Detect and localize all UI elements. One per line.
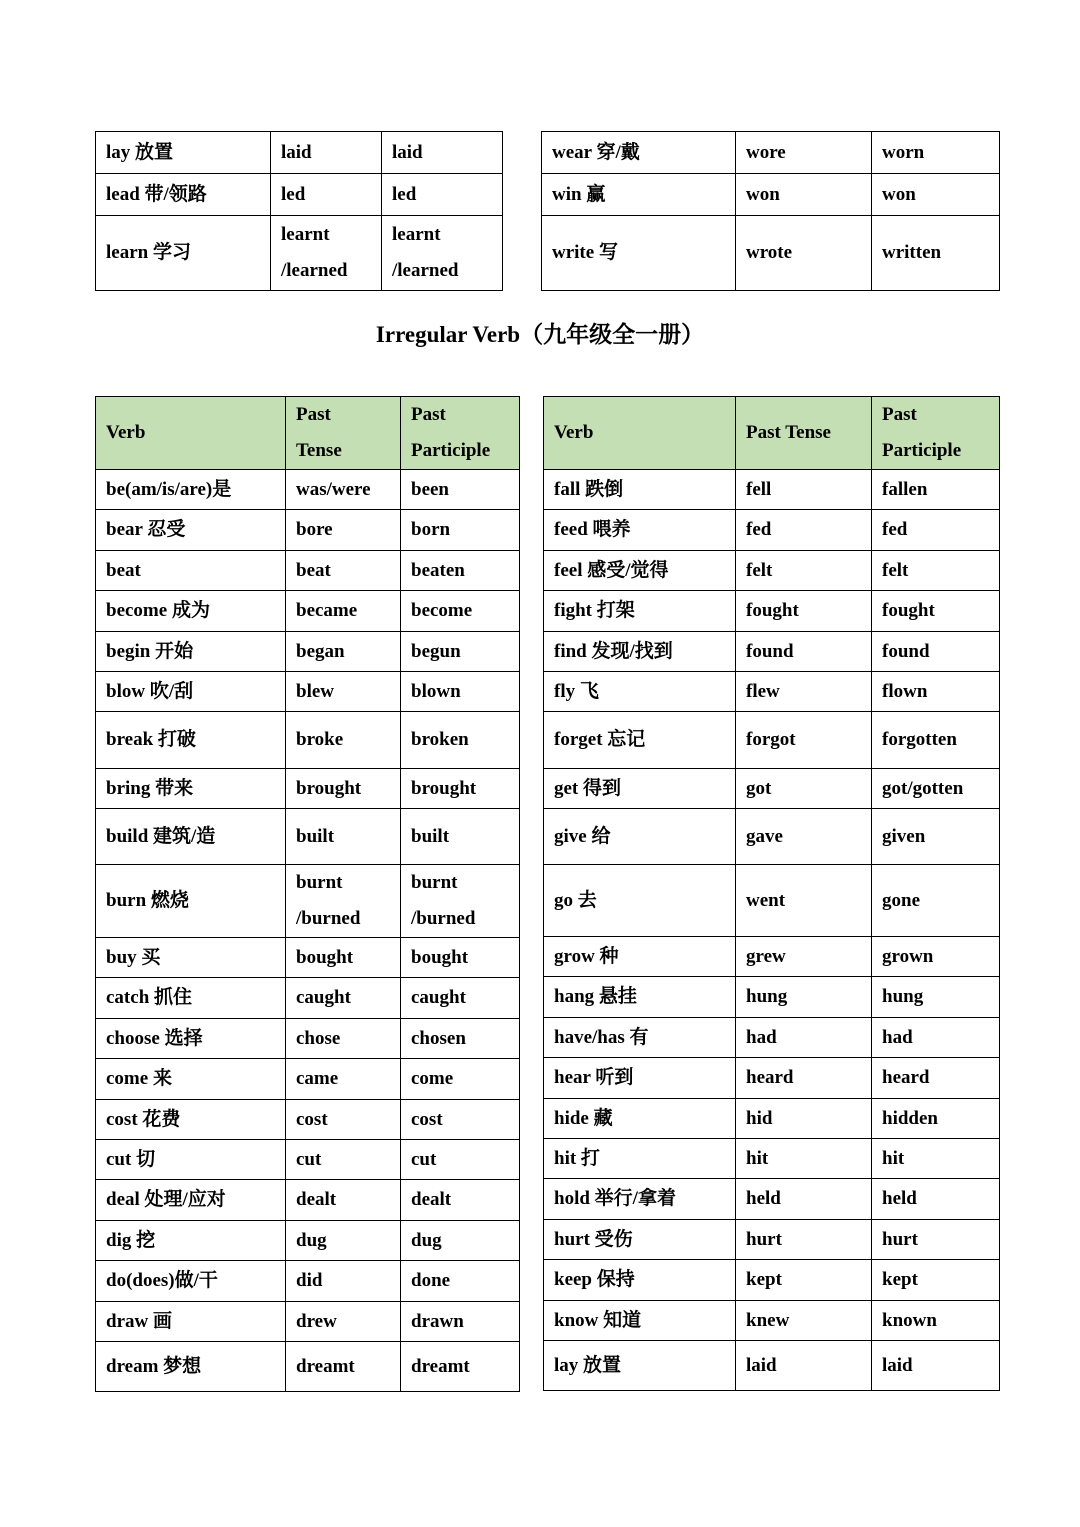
past-tense-cell: was/were [286, 470, 401, 510]
table-row [96, 1019, 520, 1059]
table-row [96, 769, 520, 809]
verb-cell: hang 悬挂 [544, 977, 736, 1018]
verb-cell: hold 举行/拿着 [544, 1179, 736, 1220]
past-tense-cell: hurt [736, 1220, 872, 1260]
past-participle-cell: forgotten [872, 712, 1000, 769]
past-tense-cell: went [736, 865, 872, 937]
past-tense-cell: wrote [736, 216, 872, 291]
table-row [544, 1099, 1000, 1139]
past-tense-cell: dealt [286, 1180, 401, 1221]
past-participle-cell: built [401, 809, 520, 865]
verb-cell: dig 挖 [96, 1221, 286, 1261]
verb-cell: learn 学习 [96, 216, 271, 291]
table-row [542, 132, 1000, 174]
past-tense-cell: led [271, 174, 382, 216]
header-verb-cell: Verb [544, 397, 736, 470]
verb-cell: get 得到 [544, 769, 736, 809]
past-participle-cell: hidden [872, 1099, 1000, 1139]
past-participle-cell: fallen [872, 470, 1000, 510]
past-tense-cell: blew [286, 672, 401, 712]
verb-cell: bring 带来 [96, 769, 286, 809]
table-row [96, 1100, 520, 1140]
past-tense-cell: kept [736, 1260, 872, 1301]
verb-cell: become 成为 [96, 591, 286, 632]
past-tense-cell: began [286, 632, 401, 672]
past-tense-cell: cost [286, 1100, 401, 1140]
pp-line-2: /learned [392, 260, 459, 281]
past-participle-cell: hung [872, 977, 1000, 1018]
top-left-table [95, 131, 503, 291]
table-row [96, 1342, 520, 1392]
past-participle-line-2: /burned [411, 908, 476, 929]
past-tense-cell: flew [736, 672, 872, 712]
past-tense-cell: hung [736, 977, 872, 1018]
past-participle-cell: given [872, 809, 1000, 865]
past-participle-cell: begun [401, 632, 520, 672]
verb-cell: go 去 [544, 865, 736, 937]
table-row [544, 1260, 1000, 1301]
verb-cell: lead 带/领路 [96, 174, 271, 216]
table-row [96, 132, 503, 174]
past-participle-cell: hurt [872, 1220, 1000, 1260]
past-tense-cell: grew [736, 937, 872, 977]
verb-cell: fly 飞 [544, 672, 736, 712]
table-row [544, 1058, 1000, 1099]
past-participle-cell: worn [872, 132, 1000, 174]
verb-cell: keep 保持 [544, 1260, 736, 1301]
past-tense-cell: held [736, 1179, 872, 1220]
past-participle-cell: born [401, 510, 520, 551]
past-participle-cell: cost [401, 1100, 520, 1140]
past-participle-cell: caught [401, 978, 520, 1019]
past-participle-cell: dreamt [401, 1342, 520, 1392]
past-tense-cell: knew [736, 1301, 872, 1341]
verb-cell: buy 买 [96, 938, 286, 978]
pp-line-1: learnt [392, 224, 441, 245]
table-row [544, 632, 1000, 672]
past-tense-cell: caught [286, 978, 401, 1019]
past-participle-cell: come [401, 1059, 520, 1100]
past-participle-cell: fed [872, 510, 1000, 551]
header-row [96, 397, 520, 470]
header-past-participle-line-2: Participle [411, 440, 491, 461]
past-participle-cell: kept [872, 1260, 1000, 1301]
past-participle-cell: won [872, 174, 1000, 216]
past-participle-cell: been [401, 470, 520, 510]
past-participle-cell: grown [872, 937, 1000, 977]
past-tense-cell: cut [286, 1140, 401, 1180]
verb-table-left [95, 396, 520, 1392]
past-participle-cell: fought [872, 591, 1000, 632]
past-participle-cell: dug [401, 1221, 520, 1261]
verb-cell: cut 切 [96, 1140, 286, 1180]
past-participle-cell: done [401, 1261, 520, 1302]
past-tense-cell: hit [736, 1139, 872, 1179]
table-row [544, 470, 1000, 510]
past-participle-cell [382, 216, 503, 291]
past-participle-cell: got/gotten [872, 769, 1000, 809]
past-participle-cell: had [872, 1018, 1000, 1058]
past-tense-cell: chose [286, 1019, 401, 1059]
verb-cell: deal 处理/应对 [96, 1180, 286, 1221]
verb-cell: write 写 [542, 216, 736, 291]
verb-cell: blow 吹/刮 [96, 672, 286, 712]
past-tense-line-2: /burned [296, 908, 361, 929]
top-right-table [541, 131, 1000, 291]
past-tense-cell: did [286, 1261, 401, 1302]
verb-cell: feel 感受/觉得 [544, 551, 736, 591]
past-tense-cell: bore [286, 510, 401, 551]
header-past-tense-cell: Past Tense [736, 397, 872, 470]
table-row [544, 510, 1000, 551]
verb-table-right [543, 396, 1000, 1391]
header-past-participle-cell [401, 397, 520, 470]
past-tense-cell: brought [286, 769, 401, 809]
past-tense-cell [286, 865, 401, 938]
table-row [544, 712, 1000, 769]
table-row [544, 865, 1000, 937]
table-row [544, 1341, 1000, 1391]
past-participle-cell: laid [382, 132, 503, 174]
verb-cell: give 给 [544, 809, 736, 865]
past-participle-line-1: burnt [411, 872, 458, 893]
table-row [96, 632, 520, 672]
past-participle-cell: heard [872, 1058, 1000, 1099]
past-participle-cell: held [872, 1179, 1000, 1220]
table-row [544, 977, 1000, 1018]
past-participle-cell: beaten [401, 551, 520, 591]
verb-cell: catch 抓住 [96, 978, 286, 1019]
past-tense-cell: gave [736, 809, 872, 865]
past-participle-cell [401, 865, 520, 938]
past-tense-cell: fell [736, 470, 872, 510]
verb-cell: beat [96, 551, 286, 591]
past-participle-cell: dealt [401, 1180, 520, 1221]
verb-cell: draw 画 [96, 1302, 286, 1342]
past-tense-cell: felt [736, 551, 872, 591]
past-participle-cell: chosen [401, 1019, 520, 1059]
past-participle-cell: laid [872, 1341, 1000, 1391]
verb-cell: find 发现/找到 [544, 632, 736, 672]
past-line-1: learnt [281, 224, 330, 245]
past-participle-cell: blown [401, 672, 520, 712]
table-row [96, 174, 503, 216]
header-past-tense-line-1: Past [296, 404, 331, 425]
table-row [544, 1301, 1000, 1341]
past-tense-cell: found [736, 632, 872, 672]
table-row [96, 470, 520, 510]
verb-cell: wear 穿/戴 [542, 132, 736, 174]
verb-cell: choose 选择 [96, 1019, 286, 1059]
past-tense-cell: beat [286, 551, 401, 591]
past-tense-cell: bought [286, 938, 401, 978]
table-row [96, 1302, 520, 1342]
verb-cell: win 赢 [542, 174, 736, 216]
past-tense-cell: forgot [736, 712, 872, 769]
verb-cell: cost 花费 [96, 1100, 286, 1140]
verb-cell: begin 开始 [96, 632, 286, 672]
past-participle-cell: felt [872, 551, 1000, 591]
table-row [544, 937, 1000, 977]
table-row [96, 1140, 520, 1180]
past-tense-cell: dreamt [286, 1342, 401, 1392]
table-row [96, 551, 520, 591]
past-participle-cell: bought [401, 938, 520, 978]
header-past-participle-line-1: Past [411, 404, 446, 425]
past-tense-cell: built [286, 809, 401, 865]
past-tense-cell: laid [271, 132, 382, 174]
past-tense-cell: came [286, 1059, 401, 1100]
past-participle-cell: drawn [401, 1302, 520, 1342]
table-row [544, 1139, 1000, 1179]
verb-cell: break 打破 [96, 712, 286, 769]
past-participle-cell: brought [401, 769, 520, 809]
verb-cell: fight 打架 [544, 591, 736, 632]
verb-cell: have/has 有 [544, 1018, 736, 1058]
past-tense-cell: won [736, 174, 872, 216]
past-participle-cell: cut [401, 1140, 520, 1180]
header-verb-cell: Verb [96, 397, 286, 470]
past-tense-cell: had [736, 1018, 872, 1058]
header-past-participle-line-2: Participle [882, 440, 962, 461]
past-tense-cell: wore [736, 132, 872, 174]
past-tense-cell: heard [736, 1058, 872, 1099]
table-row [544, 1220, 1000, 1260]
table-row [544, 1018, 1000, 1058]
past-line-2: /learned [281, 260, 348, 281]
verb-cell: come 来 [96, 1059, 286, 1100]
table-row [544, 809, 1000, 865]
verb-cell: grow 种 [544, 937, 736, 977]
table-row [544, 769, 1000, 809]
header-past-tense-line-2: Tense [296, 440, 342, 461]
header-past-participle-line-1: Past [882, 404, 917, 425]
table-row [96, 865, 520, 938]
past-participle-cell: found [872, 632, 1000, 672]
table-row [96, 216, 503, 291]
past-participle-cell: flown [872, 672, 1000, 712]
past-tense-cell: fought [736, 591, 872, 632]
table-row [542, 174, 1000, 216]
header-past-tense-cell [286, 397, 401, 470]
past-tense-line-1: burnt [296, 872, 343, 893]
table-row [96, 1059, 520, 1100]
verb-cell: hit 打 [544, 1139, 736, 1179]
table-row [96, 1221, 520, 1261]
verb-cell: forget 忘记 [544, 712, 736, 769]
past-participle-cell: broken [401, 712, 520, 769]
table-row [544, 551, 1000, 591]
table-row [96, 510, 520, 551]
verb-cell: hurt 受伤 [544, 1220, 736, 1260]
past-participle-cell: led [382, 174, 503, 216]
past-tense-cell: hid [736, 1099, 872, 1139]
verb-cell: be(am/is/are)是 [96, 470, 286, 510]
table-row [96, 809, 520, 865]
table-row [96, 712, 520, 769]
past-tense-cell: broke [286, 712, 401, 769]
table-row [96, 591, 520, 632]
verb-cell: dream 梦想 [96, 1342, 286, 1392]
verb-cell: feed 喂养 [544, 510, 736, 551]
table-row [96, 1180, 520, 1221]
table-row [542, 216, 1000, 291]
table-row [96, 672, 520, 712]
page-title: Irregular Verb（九年级全一册） [375, 322, 705, 347]
verb-cell: lay 放置 [96, 132, 271, 174]
table-row [544, 1179, 1000, 1220]
verb-cell: burn 燃烧 [96, 865, 286, 938]
verb-cell: lay 放置 [544, 1341, 736, 1391]
past-tense-cell: drew [286, 1302, 401, 1342]
past-participle-cell: hit [872, 1139, 1000, 1179]
past-participle-cell: gone [872, 865, 1000, 937]
table-row [544, 672, 1000, 712]
table-row [96, 938, 520, 978]
past-tense-cell: became [286, 591, 401, 632]
header-past-participle-cell [872, 397, 1000, 470]
past-participle-cell: become [401, 591, 520, 632]
past-tense-cell: got [736, 769, 872, 809]
verb-cell: fall 跌倒 [544, 470, 736, 510]
past-tense-cell [271, 216, 382, 291]
past-participle-cell: known [872, 1301, 1000, 1341]
verb-cell: build 建筑/造 [96, 809, 286, 865]
past-tense-cell: fed [736, 510, 872, 551]
verb-cell: hide 藏 [544, 1099, 736, 1139]
verb-cell: know 知道 [544, 1301, 736, 1341]
past-tense-cell: dug [286, 1221, 401, 1261]
verb-cell: hear 听到 [544, 1058, 736, 1099]
past-tense-cell: laid [736, 1341, 872, 1391]
table-row [96, 1261, 520, 1302]
table-row [544, 591, 1000, 632]
verb-cell: bear 忍受 [96, 510, 286, 551]
verb-cell: do(does)做/干 [96, 1261, 286, 1302]
header-row [544, 397, 1000, 470]
past-participle-cell: written [872, 216, 1000, 291]
table-row [96, 978, 520, 1019]
